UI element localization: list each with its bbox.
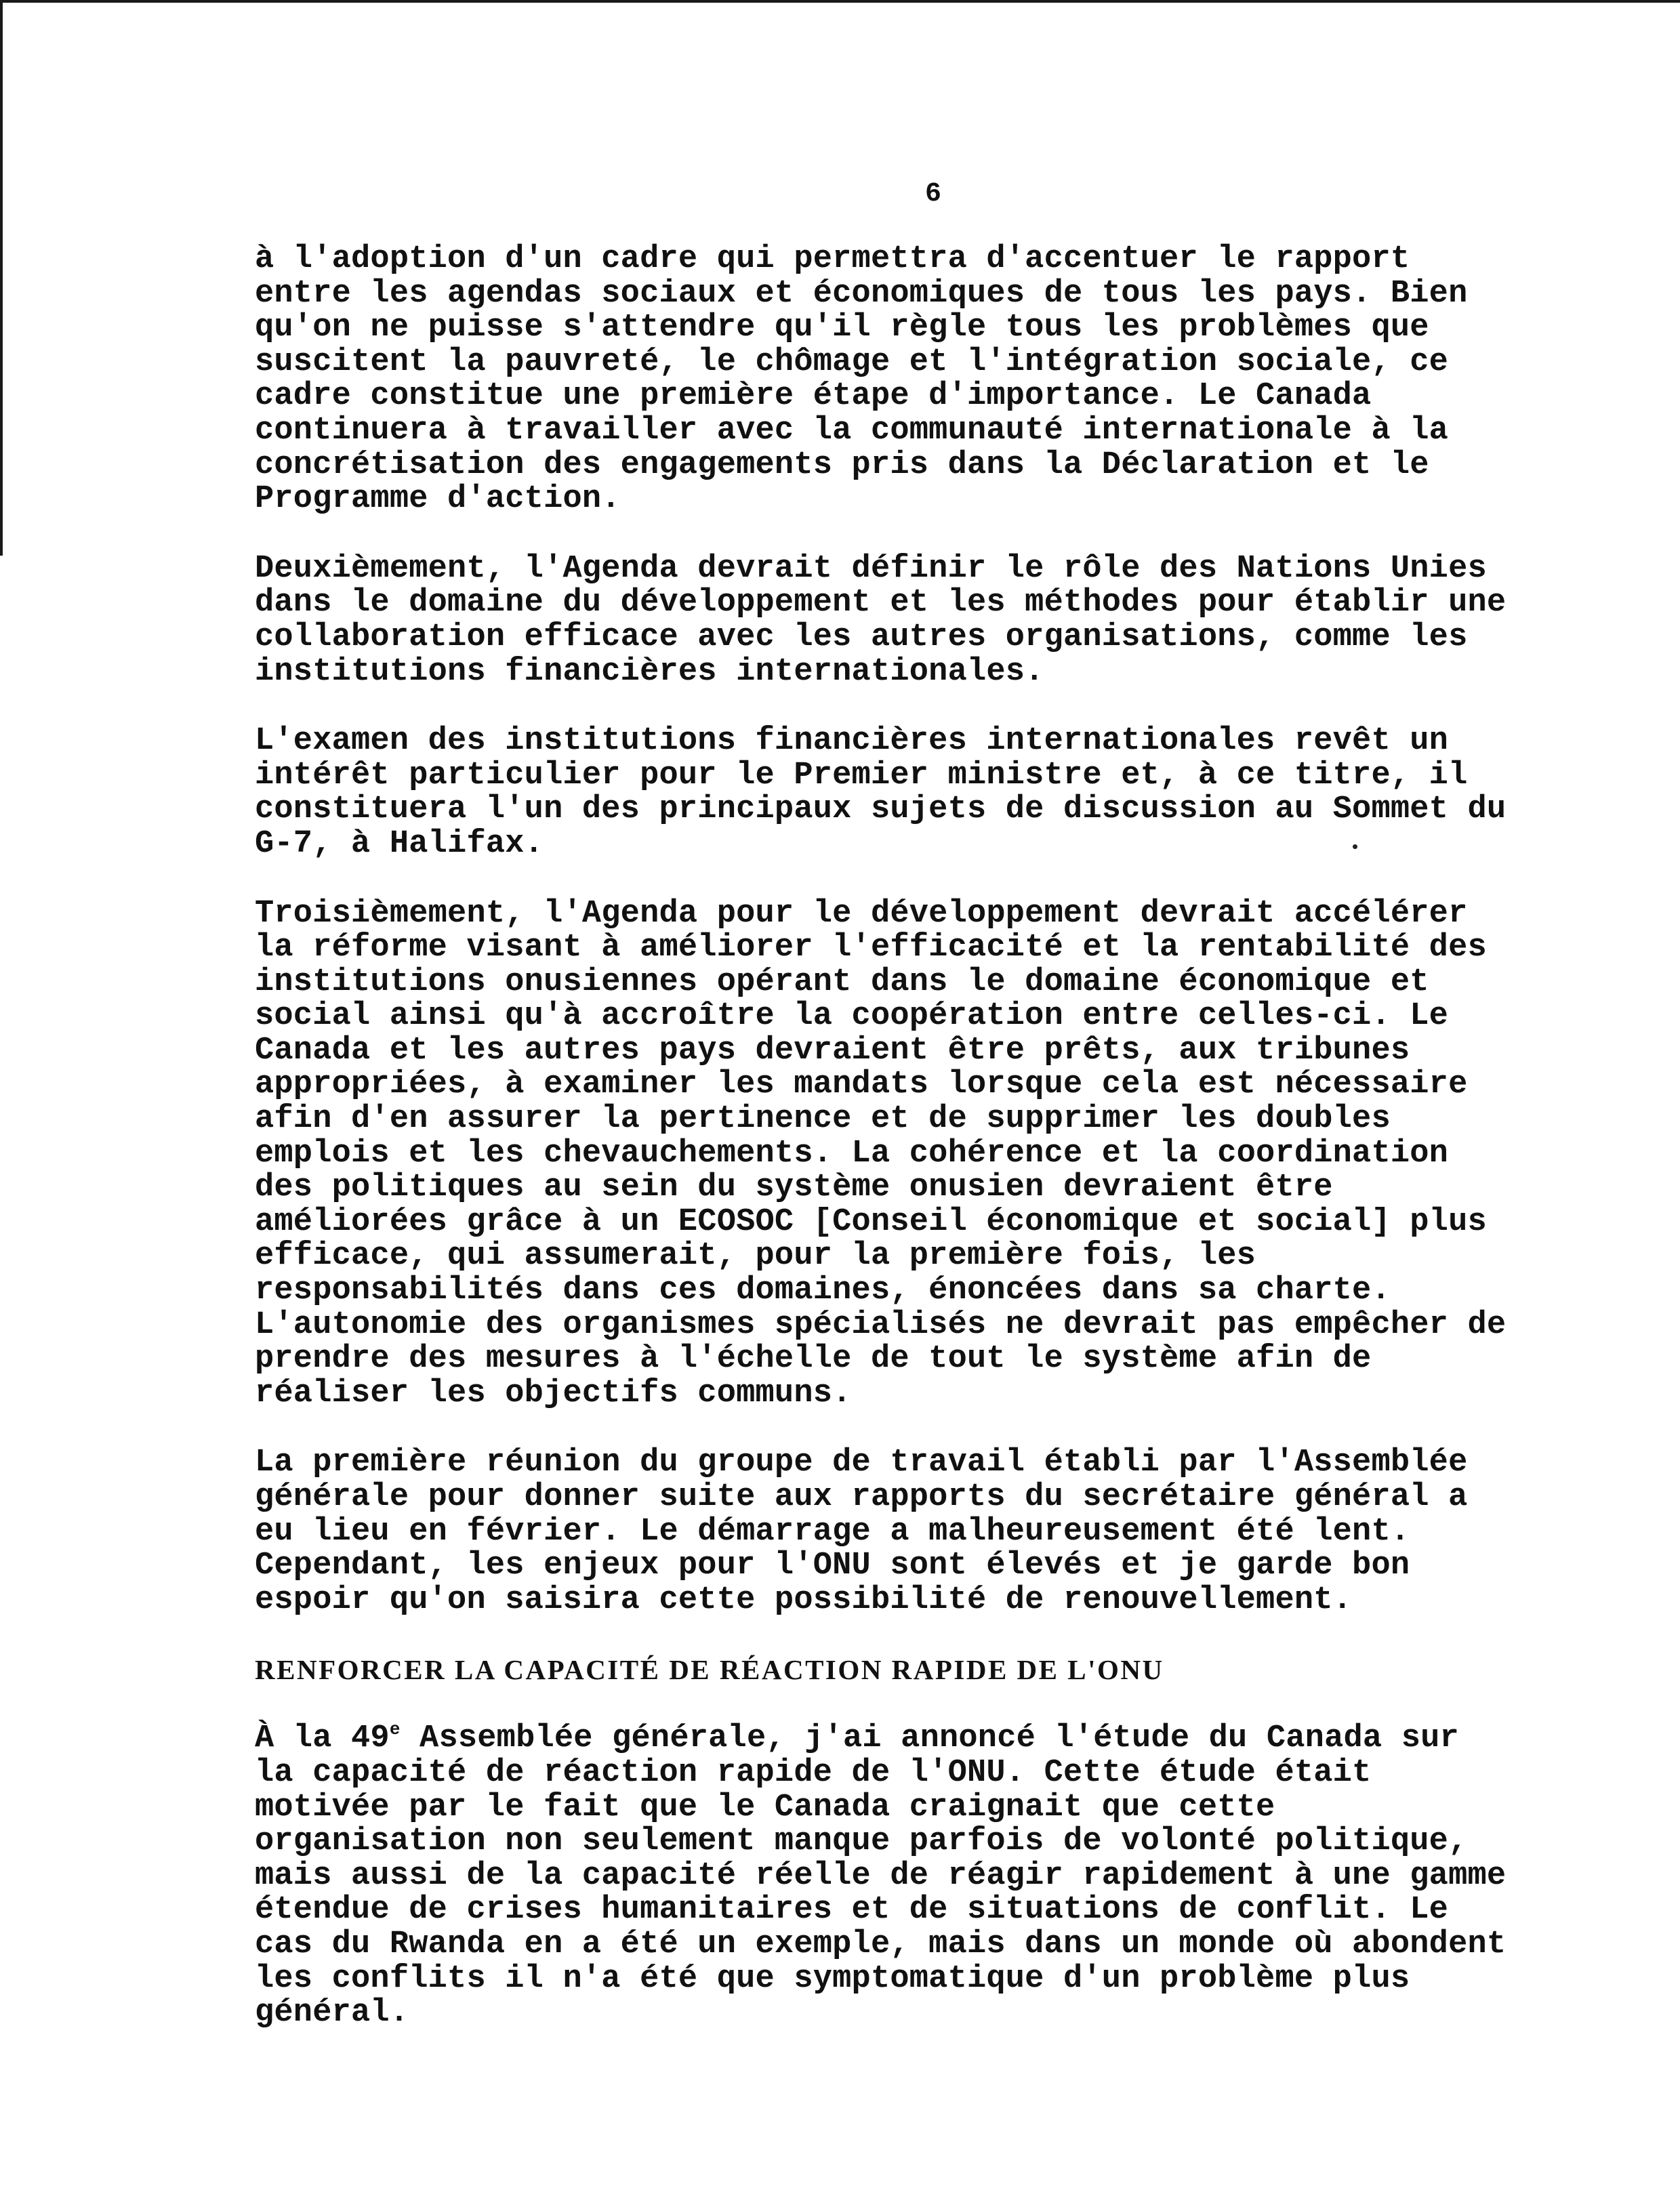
page-number: 6 <box>925 179 942 209</box>
text-line: L'examen des institutions financières internationales revêt un <box>255 723 1449 760</box>
text-line: suscitent la pauvreté, le chômage et l'intégration sociale, ce <box>255 344 1449 380</box>
text-line: général. <box>255 1995 409 2031</box>
text-line: concrétisation des engagements pris dans la Déclaration et le <box>255 447 1429 483</box>
ordinal-superscript: e <box>389 1719 401 1740</box>
text-line: les conflits il n'a été que symptomatique d'un problème plus <box>255 1960 1410 1997</box>
paragraph-deuxiemement <box>255 552 1631 689</box>
scan-border-left <box>0 0 3 556</box>
text-line: responsabilités dans ces domaines, énoncées dans sa charte. <box>255 1273 1391 1309</box>
document-body <box>255 243 1631 2031</box>
text-line: continuera à travailler avec la communauté internationale à la <box>255 412 1449 449</box>
text-line: social ainsi qu'à accroître la coopération entre celles-ci. Le <box>255 998 1449 1035</box>
text-line: la capacité de réaction rapide de l'ONU. Cette étude était <box>255 1754 1372 1791</box>
text-fragment: À la 49 <box>255 1720 390 1757</box>
paragraph-spacer <box>255 1411 1631 1446</box>
text-line: intérêt particulier pour le Premier ministre et, à ce titre, il <box>255 757 1468 793</box>
text-line: Canada et les autres pays devraient être prêts, aux tribunes <box>255 1032 1410 1069</box>
text-line: mais aussi de la capacité réelle de réagir rapidement à une gamme <box>255 1857 1507 1894</box>
paragraph-premiere-reunion <box>255 1446 1631 1617</box>
text-line: collaboration efficace avec les autres organisations, comme les <box>255 619 1468 655</box>
text-line: étendue de crises humanitaires et de situations de conflit. Le <box>255 1892 1449 1928</box>
text-line <box>255 1720 1459 1756</box>
paragraph-spacer <box>255 1687 1631 1722</box>
text-line: améliorées grâce à un ECOSOC [Conseil économique et social] plus <box>255 1203 1487 1240</box>
section-heading: RENFORCER LA CAPACITÉ DE RÉACTION RAPIDE DE L'ONU <box>255 1654 1164 1686</box>
text-line: des politiques au sein du système onusien devraient être <box>255 1170 1333 1206</box>
text-line: constituera l'un des principaux sujets de discussion au Sommet du <box>255 791 1507 828</box>
text-line: espoir qu'on saisira cette possibilité de renouvellement. <box>255 1582 1353 1618</box>
text-line: la réforme visant à améliorer l'efficacité et la rentabilité des <box>255 930 1487 966</box>
text-line: générale pour donner suite aux rapports du secrétaire général a <box>255 1479 1468 1515</box>
text-line: institutions onusiennes opérant dans le domaine économique et <box>255 964 1429 1000</box>
text-line: Troisièmement, l'Agenda pour le développement devrait accélérer <box>255 895 1468 932</box>
text-line: G-7, à Halifax. <box>255 825 544 862</box>
paragraph-cadre <box>255 243 1631 517</box>
text-line: motivée par le fait que le Canada craignait que cette <box>255 1789 1275 1825</box>
text-line: eu lieu en février. Le démarrage a malheureusement été lent. <box>255 1513 1410 1550</box>
text-line: La première réunion du groupe de travail établi par l'Assemblée <box>255 1445 1468 1481</box>
text-line: réaliser les objectifs communs. <box>255 1375 852 1411</box>
text-line: L'autonomie des organismes spécialisés ne devrait pas empêcher de <box>255 1306 1507 1343</box>
text-line: prendre des mesures à l'échelle de tout le système afin de <box>255 1341 1372 1378</box>
text-line: cas du Rwanda en a été un exemple, mais dans un monde où abondent <box>255 1926 1507 1962</box>
paragraph-spacer <box>255 862 1631 897</box>
text-line: dans le domaine du développement et les méthodes pour établir une <box>255 585 1507 621</box>
text-line: afin d'en assurer la pertinence et de supprimer les doubles <box>255 1101 1391 1138</box>
paragraph-troisiemement <box>255 897 1631 1411</box>
text-line: Programme d'action. <box>255 481 621 518</box>
text-line: emplois et les chevauchements. La cohérence et la coordination <box>255 1135 1449 1172</box>
paragraph-examen <box>255 724 1631 861</box>
text-line: qu'on ne puisse s'attendre qu'il règle tous les problèmes que <box>255 310 1429 346</box>
text-line: à l'adoption d'un cadre qui permettra d'accentuer le rapport <box>255 241 1410 277</box>
text-line: efficace, qui assumerait, pour la première fois, les <box>255 1238 1256 1275</box>
paragraph-spacer <box>255 1617 1631 1653</box>
text-line: entre les agendas sociaux et économiques de tous les pays. Bien <box>255 275 1468 312</box>
text-fragment: Assemblée générale, j'ai annoncé l'étude du Canada sur <box>400 1720 1459 1757</box>
text-line: Deuxièmement, l'Agenda devrait définir le rôle des Nations Unies <box>255 550 1487 587</box>
text-line: appropriées, à examiner les mandats lorsque cela est nécessaire <box>255 1067 1468 1103</box>
paragraph-spacer <box>255 689 1631 724</box>
text-line: organisation non seulement manque parfois de volonté politique, <box>255 1823 1468 1860</box>
text-line: Cependant, les enjeux pour l'ONU sont élevés et je garde bon <box>255 1548 1410 1584</box>
scan-speck <box>1353 844 1357 849</box>
scan-border-top <box>0 0 1680 3</box>
text-line: institutions financières internationales. <box>255 653 1044 690</box>
paragraph-spacer <box>255 517 1631 552</box>
paragraph-capacite-reaction <box>255 1719 1631 2031</box>
text-line: cadre constitue une première étape d'importance. Le Canada <box>255 378 1372 415</box>
